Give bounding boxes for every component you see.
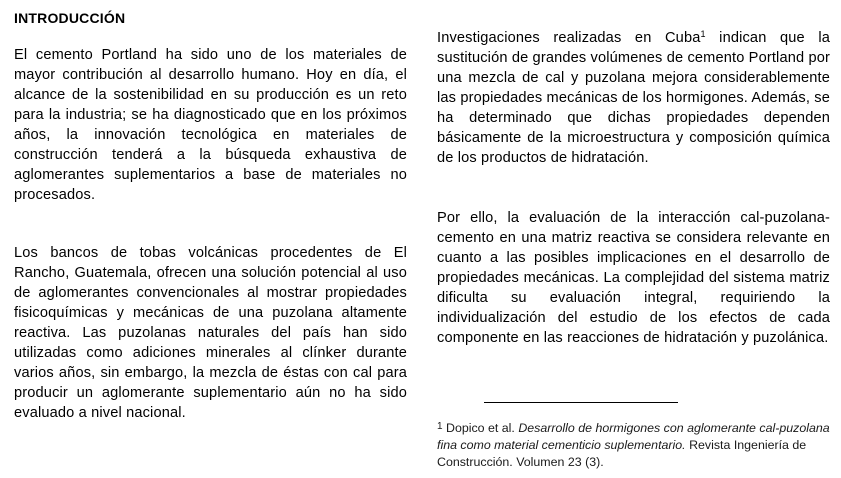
footnote-source: Revista Ingeniería de Construcción. Volumen 23 (3). [437,438,807,469]
section-heading: INTRODUCCIÓN [14,10,126,26]
footnote-reference[interactable]: 1 [700,29,706,39]
footnote-title: Desarrollo de hormigones con aglomerante cal-puzolana fina como material cementicio suplementario. [437,421,830,452]
footnote-authors: Dopico et al. [442,421,519,435]
intro-paragraph-3 [437,28,830,168]
intro-paragraph-1: El cemento Portland ha sido uno de los materiales de mayor contribución al desarrollo humano. Hoy en día, el alcance de la sostenibilidad en su producción es un reto para la industria; se ha diagnosticado que en los próximos años, la innovación tecnológica en materiales de construcción tenderá a la búsqueda exhaustiva de aglomerantes suplementarios a base de materiales no procesados. [14,47,407,203]
paragraph-3-body: indican que la sustitución de grandes volúmenes de cemento Portland por una mezcla de cal y puzolana mejora considerablemente las propiedades mecánicas de los hormigones. Además, se ha determinado que dichas propiedades dependen básicamente de la microestructura y composición química de los productos de hidratación. [437,30,830,166]
footnote-number: 1 [437,421,443,432]
paragraph-3-lead: Investigaciones realizadas en Cuba [437,30,701,46]
footnote [437,418,837,471]
footnote-divider [484,402,678,403]
intro-paragraph-4: Por ello, la evaluación de la interacción cal-puzolana-cemento en una matriz reactiva se considera relevante en cuanto a las posibles implicaciones en el desarrollo de propiedades mecánicas. La complejidad del sistema matriz dificulta su evaluación integral, requiriendo la individualización del estudio de los efectos de cada componente en las reacciones de hidratación y puzolánica. [437,210,830,346]
intro-paragraph-2: Los bancos de tobas volcánicas procedentes de El Rancho, Guatemala, ofrecen una solución potencial al uso de aglomerantes convencionales al mostrar propiedades fisicoquímicas y mecánicas de una puzolana altamente reactiva. Las puzolanas naturales del país han sido utilizadas como adiciones minerales al clínker durante varios años, sin embargo, la mezcla de éstas con cal para producir un aglomerante suplementario aún no ha sido evaluado a nivel nacional. [14,245,407,421]
